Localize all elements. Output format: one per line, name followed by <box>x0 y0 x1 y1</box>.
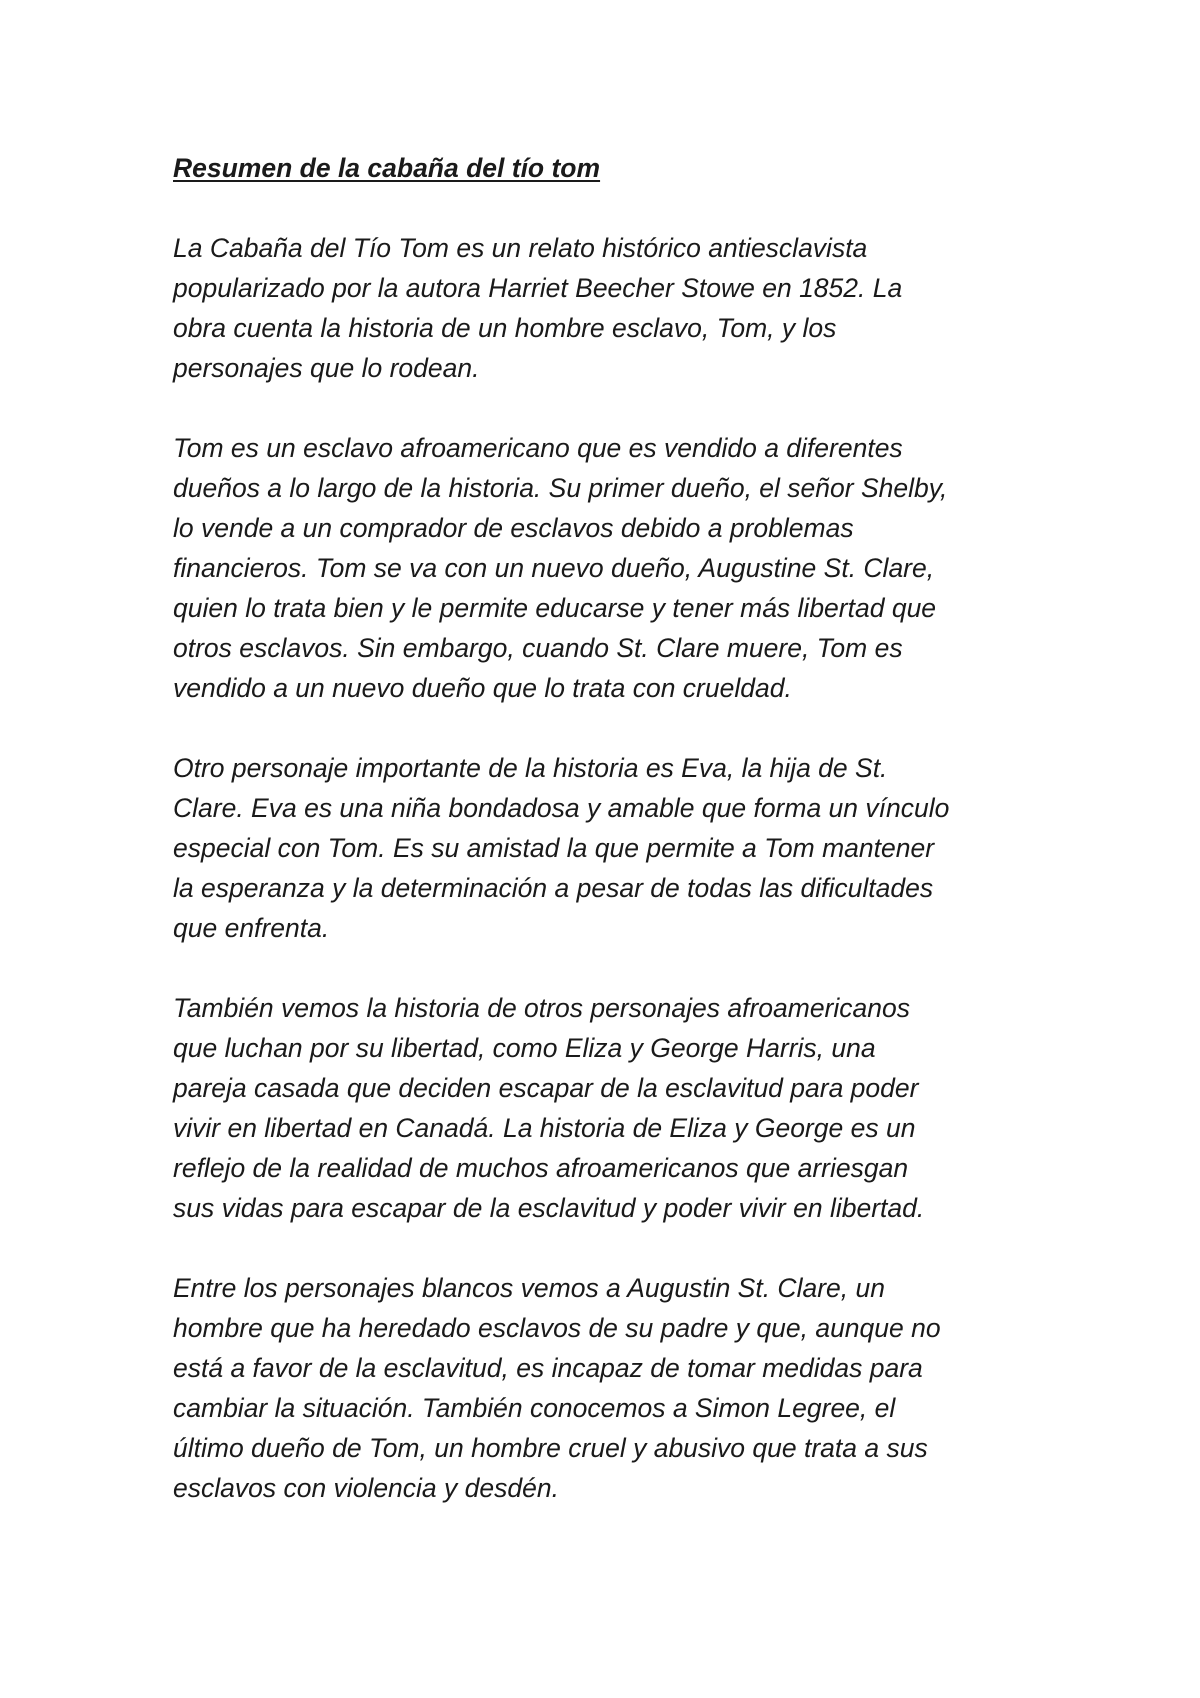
paragraph-line: Otro personaje importante de la historia es Eva, la hija de St. <box>173 753 888 783</box>
paragraph-line: hombre que ha heredado esclavos de su padre y que, aunque no <box>173 1313 941 1343</box>
paragraph-line: vivir en libertad en Canadá. La historia de Eliza y George es un <box>173 1113 916 1143</box>
paragraph-line: personajes que lo rodean. <box>173 353 480 383</box>
paragraph-eliza-george <box>173 988 1053 1228</box>
paragraph-line: que enfrenta. <box>173 913 330 943</box>
paragraph-line: está a favor de la esclavitud, es incapaz de tomar medidas para <box>173 1353 923 1383</box>
paragraph-line: Entre los personajes blancos vemos a Augustin St. Clare, un <box>173 1273 885 1303</box>
paragraph-line: cambiar la situación. También conocemos a Simon Legree, el <box>173 1393 896 1423</box>
paragraph-line: dueños a lo largo de la historia. Su primer dueño, el señor Shelby, <box>173 473 948 503</box>
paragraph-line: que luchan por su libertad, como Eliza y George Harris, una <box>173 1033 876 1063</box>
paragraph-line: esclavos con violencia y desdén. <box>173 1473 559 1503</box>
paragraph-line: También vemos la historia de otros personajes afroamericanos <box>173 993 910 1023</box>
paragraph-line: Clare. Eva es una niña bondadosa y amable que forma un vínculo <box>173 793 950 823</box>
paragraph-line: sus vidas para escapar de la esclavitud y poder vivir en libertad. <box>173 1193 925 1223</box>
paragraph-line: último dueño de Tom, un hombre cruel y abusivo que trata a sus <box>173 1433 928 1463</box>
paragraph-line: Tom es un esclavo afroamericano que es vendido a diferentes <box>173 433 903 463</box>
paragraph-white-characters <box>173 1268 1053 1508</box>
paragraph-line: pareja casada que deciden escapar de la esclavitud para poder <box>173 1073 919 1103</box>
paragraph-line: lo vende a un comprador de esclavos debido a problemas <box>173 513 854 543</box>
document-title: Resumen de la cabaña del tío tom <box>173 153 601 183</box>
paragraph-line: financieros. Tom se va con un nuevo dueño, Augustine St. Clare, <box>173 553 935 583</box>
paragraph-eva <box>173 748 1053 948</box>
document-body <box>173 148 1053 1548</box>
paragraph-tom <box>173 428 1053 708</box>
paragraph-line: especial con Tom. Es su amistad la que permite a Tom mantener <box>173 833 935 863</box>
paragraph-line: La Cabaña del Tío Tom es un relato histórico antiesclavista <box>173 233 868 263</box>
paragraph-line: reflejo de la realidad de muchos afroamericanos que arriesgan <box>173 1153 909 1183</box>
paragraph-line: popularizado por la autora Harriet Beecher Stowe en 1852. La <box>173 273 903 303</box>
paragraph-line: la esperanza y la determinación a pesar de todas las dificultades <box>173 873 934 903</box>
paragraph-intro <box>173 228 1053 388</box>
paragraph-line: quien lo trata bien y le permite educarse y tener más libertad que <box>173 593 937 623</box>
paragraph-line: vendido a un nuevo dueño que lo trata con crueldad. <box>173 673 792 703</box>
paragraph-line: otros esclavos. Sin embargo, cuando St. Clare muere, Tom es <box>173 633 903 663</box>
paragraph-line: obra cuenta la historia de un hombre esclavo, Tom, y los <box>173 313 837 343</box>
